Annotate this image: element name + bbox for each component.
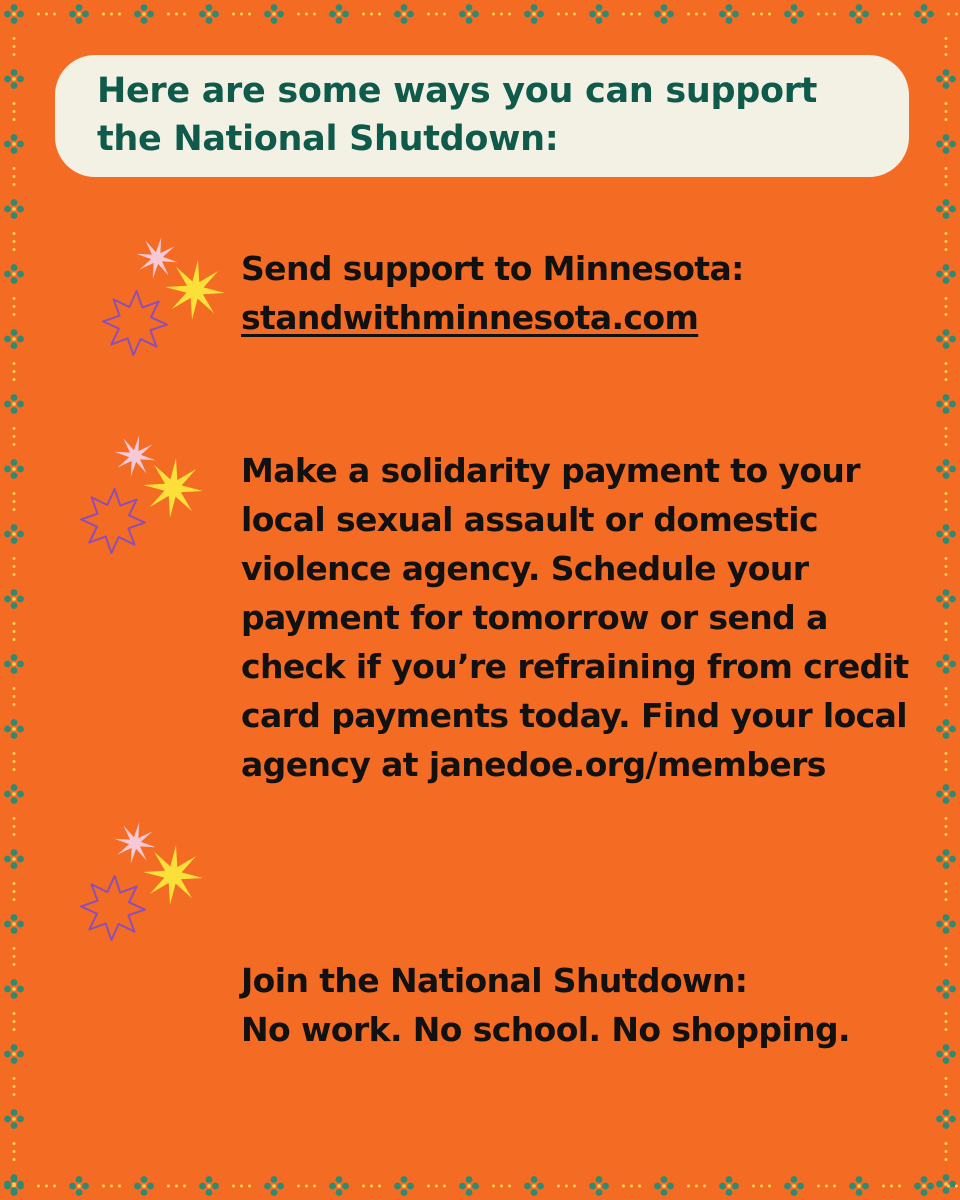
sparkle-stars-icon [95,230,235,360]
support-item-heading: Send support to Minnesota: [241,249,744,288]
shutdown-heading: Join the National Shutdown: [241,961,748,1000]
header-banner [55,55,909,177]
support-item-national-shutdown [241,956,921,1054]
solidarity-payment-text: Make a solidarity payment to your local sexual assault or domestic violence agency. Schedule your payment for tomorrow or send a check if you’re refraining from credit card payments today. Find your local agency at janedoe.org/members [241,451,909,784]
sparkle-stars-icon [73,428,213,558]
standwithminnesota-link[interactable]: standwithminnesota.com [241,298,699,337]
support-item-minnesota [241,244,921,342]
sparkle-stars-icon [73,815,213,945]
support-item-solidarity-payment [241,446,911,789]
shutdown-slogan: No work. No school. No shopping. [241,1010,850,1049]
header-title: Here are some ways you can support the National Shutdown: [97,71,818,159]
